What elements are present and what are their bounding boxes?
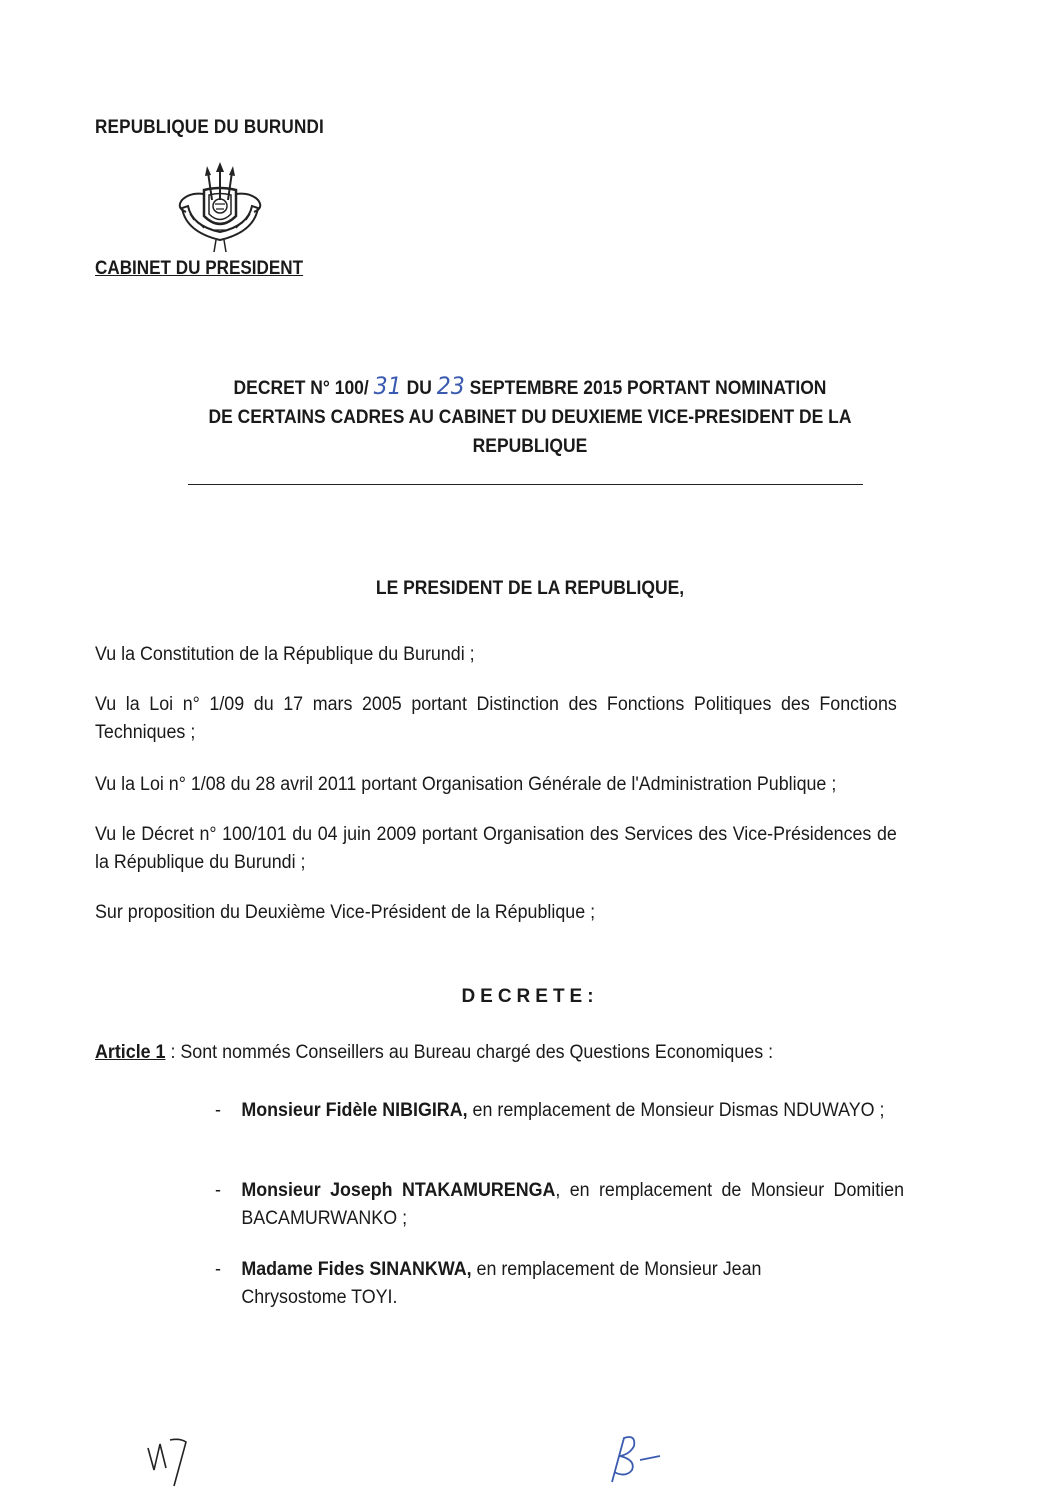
appointment-item-2 [215, 1177, 904, 1233]
consideration-1: Vu la Constitution de la République du Burundi ; [95, 644, 475, 665]
title-line-1-rest: SEPTEMBRE 2015 PORTANT NOMINATION [469, 378, 827, 399]
article-1-label: Article 1 [95, 1042, 166, 1063]
appointee-name: Madame Fides SINANKWA, [241, 1259, 472, 1280]
title-divider [188, 484, 863, 485]
article-1-text: : Sont nommés Conseillers au Bureau chargé des Questions Economiques : [165, 1042, 774, 1063]
handwritten-day: 23 [436, 372, 465, 400]
appointment-item-1 [215, 1097, 904, 1125]
item-dash: - [215, 1180, 221, 1201]
title-du: DU [406, 378, 432, 399]
consideration-5: Sur proposition du Deuxième Vice-Président de la République ; [95, 902, 596, 923]
item-dash: - [215, 1100, 221, 1121]
replacement-text: en remplacement de Monsieur Dismas NDUWAYO ; [467, 1100, 885, 1121]
title-line-1 [134, 372, 925, 403]
handwritten-initials-right [590, 1430, 670, 1490]
replacement-text: , en remplacement de Monsieur Domitien BACAMURWANKO ; [241, 1180, 905, 1229]
title-prefix: DECRET N° 100/ [233, 378, 369, 399]
title-line-3: REPUBLIQUE [472, 436, 588, 457]
consideration-2: Vu la Loi n° 1/09 du 17 mars 2005 portant Distinction des Fonctions Politiques des Fonctions Techniques ; [95, 694, 897, 743]
title-line-2: DE CERTAINS CADRES AU CABINET DU DEUXIEME VICE-PRESIDENT DE LA [208, 407, 852, 428]
appointee-name: Monsieur Fidèle NIBIGIRA, [241, 1100, 468, 1121]
decree-title [134, 372, 925, 461]
header-country: REPUBLIQUE DU BURUNDI [95, 117, 324, 138]
article-1 [95, 1042, 773, 1064]
decrete-heading: DECRETE: [461, 986, 599, 1007]
handwritten-initials-left [140, 1430, 200, 1490]
appointment-item-3 [215, 1256, 817, 1312]
consideration-4: Vu le Décret n° 100/101 du 04 juin 2009 portant Organisation des Services des Vice-Présidences de la République du Burundi ; [95, 824, 897, 873]
consideration-3: Vu la Loi n° 1/08 du 28 avril 2011 portant Organisation Générale de l'Administration Publique ; [95, 774, 837, 795]
replacement-text: en remplacement de Monsieur Jean Chrysostome TOYI. [241, 1259, 762, 1308]
item-dash: - [215, 1259, 221, 1280]
header-cabinet: CABINET DU PRESIDENT [95, 258, 304, 279]
handwritten-decree-number: 31 [373, 372, 402, 400]
appointee-name: Monsieur Joseph NTAKAMURENGA [241, 1180, 556, 1201]
coat-of-arms-seal [160, 160, 280, 260]
president-heading: LE PRESIDENT DE LA REPUBLIQUE, [375, 578, 685, 599]
